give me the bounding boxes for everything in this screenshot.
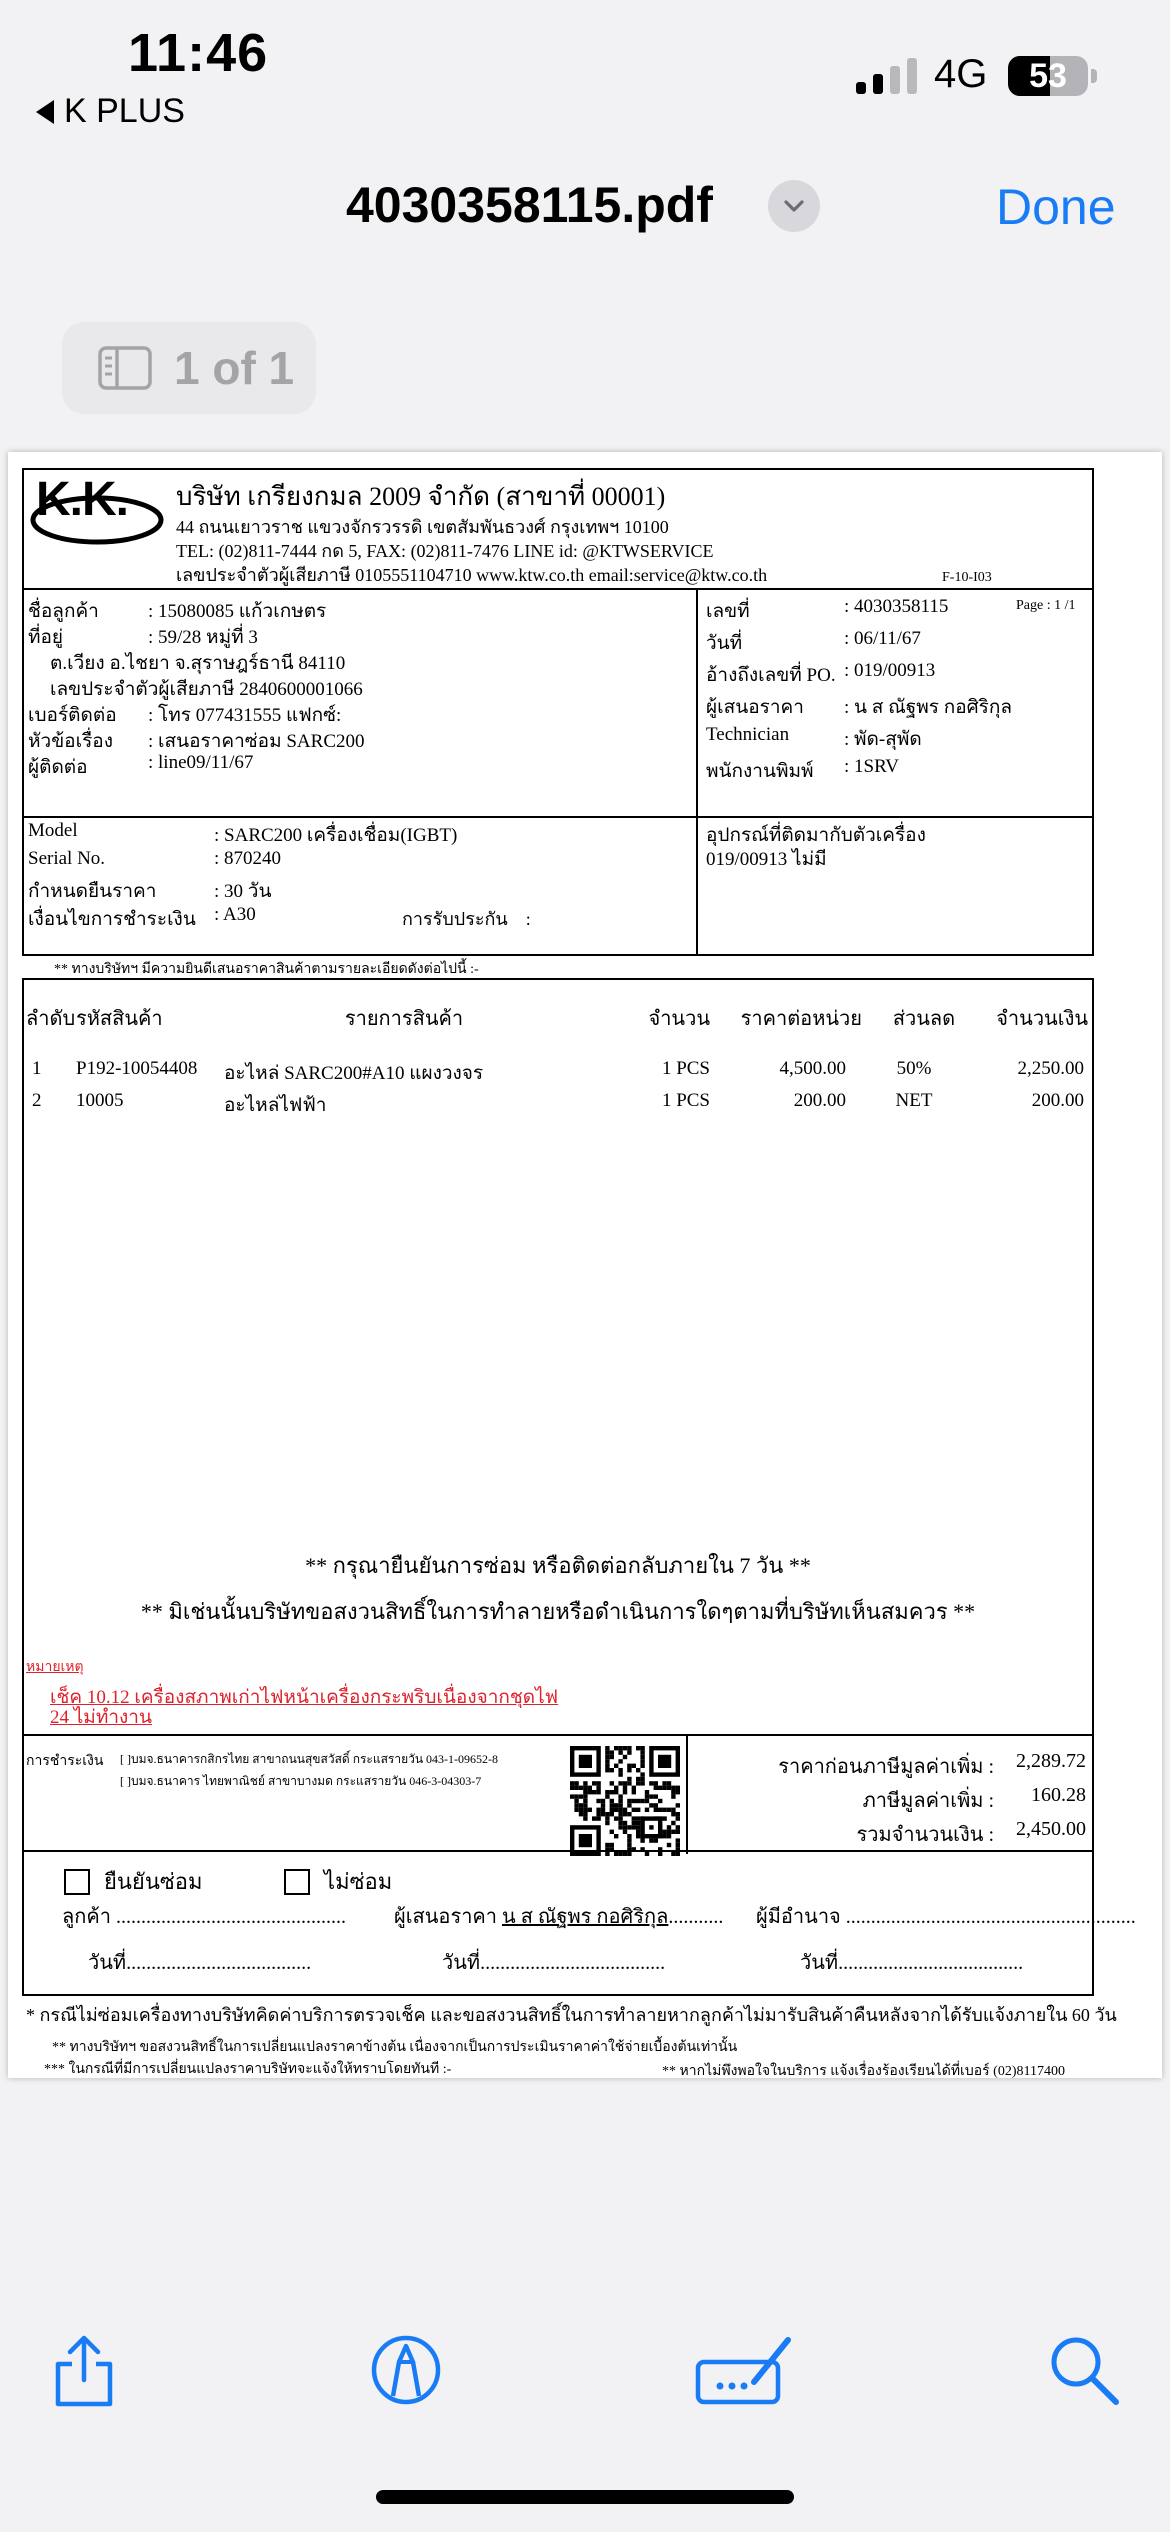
customer-field-value: : line09/11/67 — [148, 752, 254, 773]
machine-field-value: : SARC200 เครื่องเชื่อม(IGBT) — [214, 825, 458, 846]
machine-field-label: เงื่อนไขการชำระเงิน — [28, 909, 196, 930]
accessories-label: อุปกรณ์ที่ติดมากับตัวเครื่อง — [706, 825, 926, 846]
total-label: ราคาก่อนภาษีมูลค่าเพิ่ม : — [778, 1756, 994, 1778]
customer-field-label: ที่อยู่ — [28, 627, 64, 648]
battery-percent: 53 — [1029, 57, 1067, 95]
customer-field-label: เบอร์ติดต่อ — [28, 705, 117, 726]
confirm-repair-checkbox[interactable] — [64, 1864, 203, 1899]
doc-info-label: พนักงานพิมพ์ — [706, 761, 814, 782]
warranty-label: การรับประกัน : — [402, 909, 531, 929]
customer-field-value: เลขประจำตัวผู้เสียภาษี 2840600001066 — [50, 679, 363, 700]
reject-repair-label: ไม่ซ่อม — [324, 1869, 393, 1894]
title-menu-button[interactable] — [768, 180, 820, 232]
remark-line-2: 24 ไม่ทำงาน — [50, 1707, 152, 1728]
remark-label: หมายเหตุ — [26, 1660, 84, 1675]
pdf-page[interactable] — [8, 452, 1162, 2078]
form-code: F-10-I03 — [942, 570, 992, 585]
signature-section — [22, 1850, 1136, 1996]
doc-info-value: : น ส ณัฐพร กอศิริกุล — [844, 697, 1013, 718]
customer-field-label: หัวข้อเรื่อง — [28, 731, 113, 752]
cellular-signal-icon — [856, 58, 917, 94]
doc-info-value: : 06/11/67 — [844, 628, 921, 649]
sidebar-icon — [98, 346, 152, 390]
table-header-cell: รหัสสินค้า — [76, 1008, 163, 1030]
customer-date-line: วันที่..................................... — [88, 1952, 312, 1974]
back-to-app-button[interactable] — [36, 92, 185, 131]
customer-field-label: ผู้ติดต่อ — [28, 757, 88, 778]
search-icon[interactable] — [1044, 2330, 1124, 2410]
share-icon[interactable] — [44, 2330, 124, 2410]
battery-tip — [1091, 69, 1097, 83]
document-title-bar — [0, 176, 1170, 236]
back-app-label: K PLUS — [64, 92, 185, 130]
table-header-cell: จำนวน — [648, 1008, 710, 1030]
remark-line-1: เช็ค 10.12 เครื่องสภาพเก่าไฟหน้าเครื่องกระพริบเนื่องจากชุดไฟ — [50, 1687, 559, 1708]
home-indicator[interactable] — [376, 2490, 794, 2504]
table-cell-code: P192-10054408 — [76, 1058, 198, 1079]
company-header — [22, 468, 1094, 590]
table-cell-no: 2 — [32, 1090, 42, 1111]
bottom-toolbar — [0, 2300, 1170, 2430]
table-cell-code: 10005 — [76, 1090, 124, 1111]
status-time: 11:46 — [128, 23, 269, 83]
status-bar — [0, 0, 1170, 150]
machine-field-value: : 870240 — [214, 848, 282, 869]
page-indicator-button[interactable] — [62, 322, 316, 414]
customer-signature-line: ลูกค้า .............................................. — [62, 1906, 346, 1928]
table-header-cell: ส่วนลด — [892, 1008, 956, 1030]
page-indicator: 1 of 1 — [174, 342, 295, 394]
bank-account-1: [ ]บมจ.ธนาคารกสิกรไทย สาขาถนนสุขสวัสดิ์ กระแสรายวัน 043-1-09652-8 — [120, 1752, 499, 1766]
chevron-down-icon — [781, 193, 807, 219]
quoter-name: น ส ณัฐพร กอศิริกุล — [502, 1906, 669, 1928]
approver-date-line: วันที่..................................... — [800, 1952, 1024, 1974]
doc-info-label: เลขที่ — [706, 601, 750, 622]
document-title[interactable]: 4030358115.pdf — [346, 177, 713, 233]
total-value: 2,450.00 — [1016, 1818, 1086, 1840]
customer-field-value: : เสนอราคาซ่อม SARC200 — [148, 731, 365, 752]
table-cell-no: 1 — [32, 1058, 42, 1079]
table-row — [24, 1090, 1092, 1118]
table-cell-discount: NET — [895, 1090, 933, 1111]
reject-repair-checkbox[interactable] — [284, 1864, 392, 1899]
company-address: 44 ถนนเยาวราช แขวงจักรวรรดิ เขตสัมพันธวงศ์ กรุงเทพฯ 10100 — [176, 517, 669, 537]
checkbox-icon — [64, 1869, 90, 1895]
back-arrow-icon — [36, 100, 54, 124]
company-logo-text: K.K. — [36, 473, 128, 526]
footer-note-4: ** หากไม่พึงพอใจในบริการ แจ้งเรื่องร้องเรียนได้ที่เบอร์ (02)8117400 — [662, 2064, 1065, 2079]
doc-info-value: : พัด-สุพัด — [844, 729, 922, 750]
payment-label: การชำระเงิน — [26, 1754, 104, 1769]
signature-icon[interactable] — [692, 2330, 796, 2410]
table-cell-desc: อะไหล่ไฟฟ้า — [224, 1095, 327, 1116]
doc-info-label: อ้างถึงเลขที่ PO. — [706, 665, 836, 686]
total-label: ภาษีมูลค่าเพิ่ม : — [862, 1790, 994, 1812]
company-contact: TEL: (02)811-7444 กด 5, FAX: (02)811-7476 LINE id: @KTWSERVICE — [176, 541, 714, 561]
table-cell-price: 200.00 — [793, 1090, 846, 1111]
machine-field-label: Model — [28, 820, 78, 841]
table-cell-price: 4,500.00 — [779, 1058, 846, 1079]
battery-icon — [1008, 56, 1088, 96]
table-cell-qty: 1 PCS — [661, 1058, 710, 1079]
table-cell-amount: 2,250.00 — [1017, 1058, 1084, 1079]
footer-note-1: * กรณีไม่ซ่อมเครื่องทางบริษัทคิดค่าบริการตรวจเช็ค และขอสงวนสิทธิ์ในการทำลายหากลูกค้าไม่มารับสินค้าคืนหลังจากได้รับแจ้งภายใน 60 วัน — [26, 2005, 1117, 2025]
quoter-signature-line: ผู้เสนอราคา น ส ณัฐพร กอศิริกุล........... — [394, 1906, 724, 1928]
qr-code-icon — [570, 1746, 680, 1856]
footer-note-2: ** ทางบริษัทฯ ขอสงวนสิทธิ์ในการเปลี่ยนแปลงราคาข้างต้น เนื่องจากเป็นการประเมินราคาค่าใช้จ่ายเบื้องต้นเท่านั้น — [52, 2040, 738, 2055]
table-header-cell: ลำดับ — [26, 1008, 76, 1030]
table-cell-desc: อะไหล่ SARC200#A10 แผงวงจร — [224, 1063, 484, 1084]
doc-info-value: : 4030358115 — [844, 596, 949, 617]
offer-note: ** ทางบริษัทฯ มีความยินดีเสนอราคาสินค้าตามรายละเอียดดังต่อไปนี้ :- — [54, 962, 479, 977]
total-label: รวมจำนวนเงิน : — [856, 1824, 994, 1846]
doc-info-value: : 1SRV — [844, 756, 899, 777]
confirm-repair-label: ยืนยันซ่อม — [104, 1869, 203, 1894]
customer-field-value: : โทร 077431555 แฟกซ์: — [148, 705, 342, 726]
machine-field-value: : 30 วัน — [214, 881, 272, 902]
customer-field-value: : 15080085 แก้วเกษตร — [148, 601, 327, 622]
customer-field-value: ต.เวียง อ.ไชยา จ.สุราษฎร์ธานี 84110 — [50, 653, 346, 674]
page-number: Page : 1 /1 — [1016, 598, 1076, 613]
company-taxline: เลขประจำตัวผู้เสียภาษี 0105551104710 www.ktw.co.th email:service@ktw.co.th — [176, 565, 768, 585]
doc-info-label: วันที่ — [706, 633, 743, 654]
machine-field-label: กำหนดยืนราคา — [28, 881, 157, 902]
done-button[interactable]: Done — [996, 179, 1116, 235]
doc-info-label: ผู้เสนอราคา — [706, 697, 804, 718]
customer-field-value: : 59/28 หมู่ที่ 3 — [148, 627, 258, 648]
table-cell-amount: 200.00 — [1031, 1090, 1084, 1111]
table-header-cell: ราคาต่อหน่วย — [740, 1008, 862, 1030]
machine-field-value: : A30 — [214, 904, 256, 925]
customer-field-label: ชื่อลูกค้า — [28, 601, 99, 622]
customer-info-section — [22, 588, 1094, 956]
table-header-cell: จำนวนเงิน — [996, 1008, 1088, 1030]
network-type: 4G — [934, 52, 988, 96]
checkbox-icon — [284, 1869, 310, 1895]
approver-signature-line: ผู้มีอำนาจ .......................................................... — [756, 1906, 1136, 1928]
notice-confirm: ** กรุณายืนยันการซ่อม หรือติดต่อกลับภายใน 7 วัน ** — [305, 1553, 811, 1578]
items-section — [22, 978, 1094, 1852]
total-value: 2,289.72 — [1016, 1750, 1086, 1772]
footer-note-3: *** ในกรณีที่มีการเปลี่ยนแปลงราคาบริษัทจะแจ้งให้ทราบโดยทันที :- — [44, 2062, 452, 2077]
doc-info-value: : 019/00913 — [844, 660, 936, 681]
total-value: 160.28 — [1031, 1784, 1086, 1806]
notice-rights: ** มิเช่นนั้นบริษัทขอสงวนสิทธิ์ในการทำลายหรือดำเนินการใดๆตามที่บริษัทเห็นสมควร ** — [140, 1599, 976, 1624]
bank-account-2: [ ]บมจ.ธนาคาร ไทยพาณิชย์ สาขาบางมด กระแสรายวัน 046-3-04303-7 — [120, 1774, 482, 1788]
quoter-date-line: วันที่..................................... — [442, 1952, 666, 1974]
doc-info-label: Technician — [706, 724, 790, 745]
accessories-value: 019/00913 ไม่มี — [706, 849, 827, 870]
machine-field-label: Serial No. — [28, 848, 106, 869]
table-cell-qty: 1 PCS — [661, 1090, 710, 1111]
table-cell-discount: 50% — [896, 1058, 932, 1079]
table-header-cell: รายการสินค้า — [344, 1008, 464, 1030]
markup-icon[interactable] — [366, 2330, 446, 2410]
table-row — [24, 1058, 1092, 1086]
company-name: บริษัท เกรียงกมล 2009 จำกัด (สาขาที่ 00001) — [176, 482, 666, 511]
